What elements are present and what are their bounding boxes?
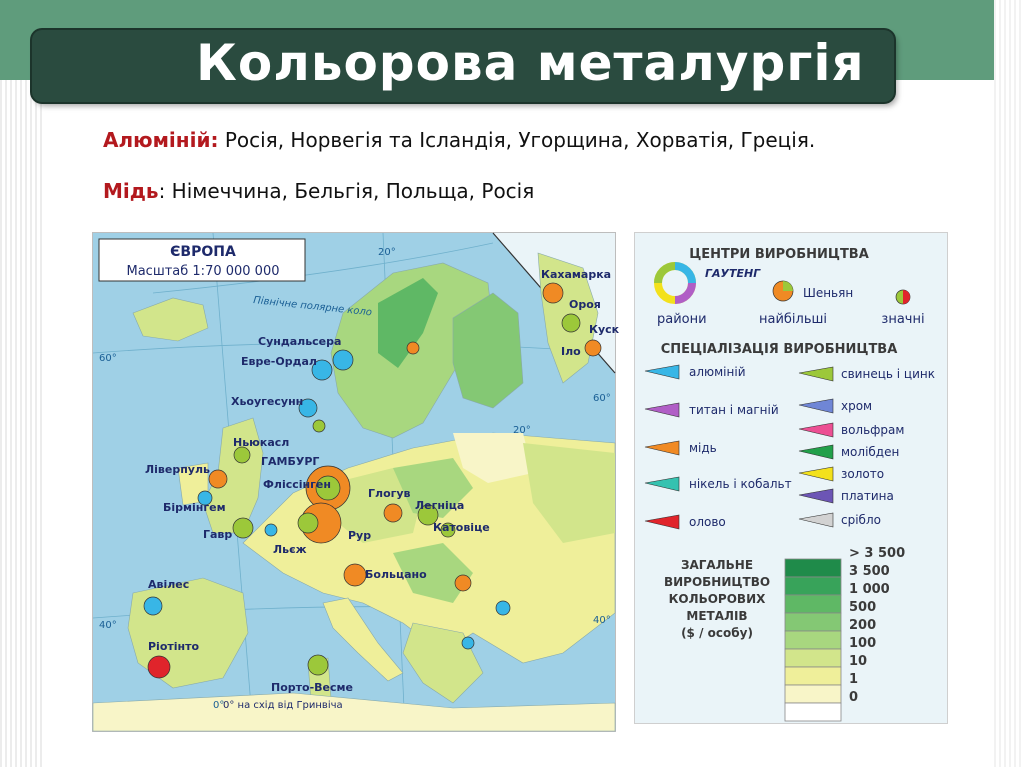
- grid-label: 20°: [513, 425, 531, 436]
- production-title: КОЛЬОРОВИХ: [668, 592, 766, 606]
- place-label: Катовіце: [433, 521, 490, 534]
- aluminium-text: Росія, Норвегія та Ісландія, Угорщина, Хорватія, Греція.: [224, 128, 816, 152]
- grid-label: 60°: [593, 393, 611, 404]
- aluminium-line: [103, 128, 815, 152]
- production-title: ($ / особу): [681, 626, 753, 640]
- scale-label: 3 500: [849, 564, 890, 579]
- map-legend: [634, 232, 948, 724]
- spec-label: титан і магній: [689, 403, 779, 417]
- place-label: Ліверпуль: [145, 463, 210, 476]
- map-svg: [93, 233, 620, 731]
- grid-label: 20°: [378, 247, 396, 258]
- spec-label: срібло: [841, 513, 881, 527]
- spec-label: мідь: [689, 441, 717, 455]
- aluminium-icon: [645, 365, 679, 379]
- production-scale: [785, 546, 905, 721]
- place-label: Ріотінто: [148, 640, 200, 653]
- centers-title: ЦЕНТРИ ВИРОБНИЦТВА: [689, 247, 869, 262]
- copper-text: : Німеччина, Бельгія, Польща, Росія: [158, 179, 535, 203]
- chromium-icon: [799, 399, 833, 413]
- scale-label: 10: [849, 654, 868, 669]
- place-label: Куск: [589, 323, 620, 336]
- shenyang-label: Шеньян: [803, 286, 854, 300]
- place-label: Сундальсера: [258, 335, 342, 348]
- center-type: райони: [657, 312, 707, 327]
- molybdenum-icon: [799, 445, 833, 459]
- spec-label: платина: [841, 489, 894, 503]
- spec-label: хром: [841, 399, 873, 413]
- center-type: найбільші: [758, 312, 828, 327]
- silver-icon: [799, 513, 833, 527]
- place-label: Ньюкасл: [233, 436, 290, 449]
- region-ring-icon: [658, 266, 692, 300]
- grid-label: 40°: [593, 615, 611, 626]
- largest-center-icon: [773, 281, 793, 301]
- scale-swatch: [785, 649, 841, 667]
- scale-label: 1: [849, 672, 859, 687]
- legend-svg: [635, 233, 947, 723]
- place-label: Порто-Весме: [271, 681, 353, 694]
- copper-icon: [645, 441, 679, 455]
- gold-icon: [799, 467, 833, 481]
- scale-swatch: [785, 703, 841, 721]
- slide-title: Кольорова металургія: [196, 34, 865, 92]
- spec-title: СПЕЦІАЛІЗАЦІЯ ВИРОБНИЦТВА: [660, 342, 898, 357]
- copper-label: Мідь: [103, 179, 159, 203]
- scale-label: 500: [849, 600, 877, 615]
- spec-label: олово: [689, 515, 726, 529]
- place-label: Гавр: [203, 528, 233, 541]
- left-stripes: [0, 80, 42, 767]
- grid-label: 0°: [213, 700, 225, 711]
- spec-label: молібден: [841, 445, 900, 459]
- place-label: Кахамарка: [541, 268, 612, 281]
- spec-label: вольфрам: [841, 423, 905, 437]
- production-title: МЕТАЛІВ: [686, 609, 748, 623]
- place-label: Авілес: [148, 578, 190, 591]
- map-scale: Масштаб 1:70 000 000: [126, 264, 280, 279]
- titanium-magnesium-icon: [645, 403, 679, 417]
- grid-label: 40°: [99, 620, 117, 631]
- production-title: ЗАГАЛЬНЕ: [680, 558, 754, 572]
- place-label: Іло: [561, 345, 581, 358]
- scale-swatch: [785, 595, 841, 613]
- scale-swatch: [785, 559, 841, 577]
- scale-label: 1 000: [849, 582, 890, 597]
- scale-swatch: [785, 667, 841, 685]
- place-label: Глогув: [368, 487, 411, 500]
- scale-label: 100: [849, 636, 877, 651]
- center-type: значні: [881, 312, 925, 327]
- place-label: Легніца: [415, 499, 465, 512]
- scale-label: > 3 500: [849, 546, 906, 561]
- meridian-note: 0° на схід від Гринвіча: [223, 700, 343, 711]
- tin-icon: [645, 515, 679, 529]
- scale-swatch: [785, 613, 841, 631]
- scale-swatch: [785, 631, 841, 649]
- europe-map: [92, 232, 620, 732]
- spec-label: нікель і кобальт: [689, 477, 792, 491]
- scale-label: 200: [849, 618, 877, 633]
- place-label: Евре-Ордал: [241, 355, 317, 368]
- spec-label: свинець і цинк: [841, 367, 935, 381]
- place-label: ГАМБУРГ: [261, 455, 320, 468]
- significant-center-icon: [896, 290, 910, 304]
- place-label: Больцано: [365, 568, 427, 581]
- copper-line: [103, 179, 534, 203]
- production-title: ВИРОБНИЦТВО: [663, 575, 771, 589]
- scale-label: 0: [849, 690, 859, 705]
- platinum-icon: [799, 489, 833, 503]
- right-stripes: [994, 0, 1024, 767]
- grid-label: 60°: [99, 353, 117, 364]
- place-label: Хьоугесунн: [231, 395, 304, 408]
- place-label: Ороя: [569, 298, 601, 311]
- nickel-cobalt-icon: [645, 477, 679, 491]
- scale-swatch: [785, 577, 841, 595]
- lead-zinc-icon: [799, 367, 833, 381]
- spec-label: золото: [841, 467, 885, 481]
- spec-label: алюміній: [689, 365, 746, 379]
- place-label: Бірмінгем: [163, 501, 226, 514]
- scale-swatch: [785, 685, 841, 703]
- gauteng-label: ГАУТЕНГ: [705, 267, 761, 280]
- arctic-circle-label: Північне полярне коло: [252, 295, 373, 319]
- place-label: Флісcінген: [263, 478, 331, 491]
- place-label: Рур: [348, 529, 372, 542]
- place-label: Льєж: [273, 543, 307, 556]
- map-title: ЄВРОПА: [170, 244, 236, 260]
- tungsten-icon: [799, 423, 833, 437]
- aluminium-label: Алюміній:: [103, 128, 219, 152]
